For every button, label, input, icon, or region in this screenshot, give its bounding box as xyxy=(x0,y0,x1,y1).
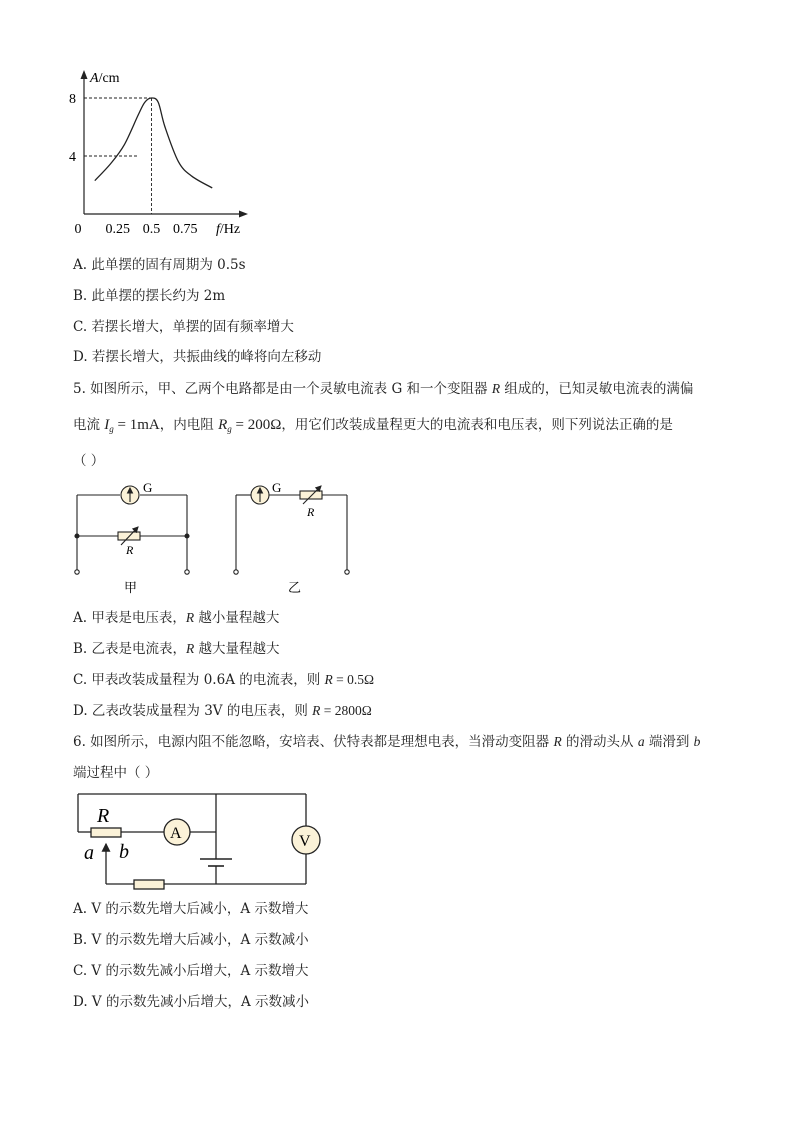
q5-c-tail: = 0.5Ω xyxy=(332,672,375,687)
q5-c-text: C. 甲表改装成量程为 0.6A 的电流表，则 xyxy=(73,672,325,688)
q6-option-c: C. V 的示数先减小后增大，A 示数增大 xyxy=(73,963,309,979)
q5-b-r: R xyxy=(186,641,195,656)
q5-stem-text-tail: 组成的，已知灵敏电流表的满偏 xyxy=(500,381,694,397)
q6-stem-line2: 端过程中（ ） xyxy=(73,765,159,781)
y-tick-label: 8 xyxy=(69,92,76,107)
q5-a-r: R xyxy=(185,610,195,625)
q6-stem-text: 6. 如图所示，电源内阻不能忽略，安培表、伏特表都是理想电表，当滑动变阻器 xyxy=(73,734,554,750)
q5-stem2-b: ，内电阻 xyxy=(159,417,219,433)
x-tick-label: 0 xyxy=(74,222,82,237)
label-b-end: b xyxy=(119,841,129,863)
x-axis-title: f/Hz xyxy=(216,222,241,237)
label-r-jia: R xyxy=(126,543,134,557)
junction-dot xyxy=(185,534,189,538)
q5-stem-text: 5. 如图所示，甲、乙两个电路都是由一个灵敏电流表 G 和一个变阻器 xyxy=(73,381,492,397)
circuit-diagrams xyxy=(0,475,794,605)
q5-option-c xyxy=(73,671,374,689)
q6-stem-r: R xyxy=(553,734,562,749)
q5-stem2-a: 电流 xyxy=(73,417,105,433)
resonance-curve xyxy=(95,98,212,188)
label-voltmeter: V xyxy=(299,833,311,850)
circuit-yi xyxy=(234,486,349,574)
q6-option-b: B. V 的示数先增大后减小，A 示数减小 xyxy=(73,932,309,948)
resonance-chart xyxy=(0,0,794,245)
ig-symbol: I xyxy=(104,417,110,433)
x-tick-label: 0.25 xyxy=(105,222,130,237)
q5-d-tail: = 2800Ω xyxy=(320,703,372,718)
q6-stem-a: a xyxy=(637,734,645,749)
rg-symbol: R xyxy=(218,417,228,433)
x-axis-arrow xyxy=(239,211,248,218)
fixed-resistor xyxy=(134,880,164,889)
q5-stem-line1 xyxy=(73,380,693,398)
y-tick-label: 4 xyxy=(69,150,76,165)
q6-stem-b: b xyxy=(693,734,701,749)
label-g-yi: G xyxy=(272,480,282,495)
q5-option-a xyxy=(73,609,279,627)
q5-b-text: B. 乙表是电流表， xyxy=(73,641,187,657)
q6-stem-text2: 的滑动头从 xyxy=(561,734,638,750)
ig-subscript: g xyxy=(109,424,114,434)
rheostat-r-yi xyxy=(300,491,322,499)
q5-stem-r: R xyxy=(491,381,501,396)
q5-b-tail: 越大量程越大 xyxy=(194,641,280,657)
rg-value: = 200Ω xyxy=(231,417,282,433)
terminal xyxy=(185,570,189,574)
y-axis-title: A/cm xyxy=(90,71,120,86)
junction-dot xyxy=(75,534,79,538)
label-r-q6: R xyxy=(97,805,110,827)
x-tick-label: 0.75 xyxy=(173,222,198,237)
caption-yi: 乙 xyxy=(288,580,302,595)
q5-d-text: D. 乙表改装成量程为 3V 的电压表，则 xyxy=(73,703,313,719)
label-a-end: a xyxy=(84,842,94,864)
q4-option-d: D. 若摆长增大，共振曲线的峰将向左移动 xyxy=(73,349,322,365)
q6-stem-text3: 端滑到 xyxy=(644,734,694,750)
q6-option-d: D. V 的示数先减小后增大，A 示数减小 xyxy=(73,994,310,1010)
label-g-jia: G xyxy=(143,480,153,495)
q5-a-text: A. 甲表是电压表， xyxy=(73,610,186,626)
ig-value: = 1mA xyxy=(113,417,160,433)
label-ammeter: A xyxy=(170,825,182,842)
rg-subscript: g xyxy=(227,424,232,434)
terminal xyxy=(75,570,79,574)
q4-option-a: A. 此单摆的固有周期为 0.5s xyxy=(73,257,246,273)
q5-d-r: R xyxy=(312,703,321,718)
q5-stem2-c: ，用它们改装成量程更大的电流表和电压表，则下列说法正确的是 xyxy=(281,417,673,433)
q5-stem-line2 xyxy=(73,416,673,438)
x-tick-label: 0.5 xyxy=(142,222,161,237)
q5-stem-line3: （ ） xyxy=(73,453,105,469)
q5-option-b xyxy=(73,640,280,658)
rheostat-r xyxy=(91,828,121,837)
q5-a-tail: 越小量程越大 xyxy=(194,610,280,626)
circuit-q6 xyxy=(0,788,794,898)
y-axis-arrow xyxy=(81,70,88,79)
terminal xyxy=(345,570,349,574)
q5-option-d xyxy=(73,702,372,720)
label-r-yi: R xyxy=(307,505,315,519)
q4-option-b: B. 此单摆的摆长约为 2m xyxy=(73,288,226,304)
q5-c-r: R xyxy=(324,672,333,687)
q6-stem-line1 xyxy=(73,733,700,751)
q4-option-c: C. 若摆长增大，单摆的固有频率增大 xyxy=(73,319,294,335)
caption-jia: 甲 xyxy=(124,580,138,595)
circuit-jia xyxy=(75,486,189,574)
terminal xyxy=(234,570,238,574)
q6-option-a: A. V 的示数先增大后减小，A 示数增大 xyxy=(73,901,309,917)
